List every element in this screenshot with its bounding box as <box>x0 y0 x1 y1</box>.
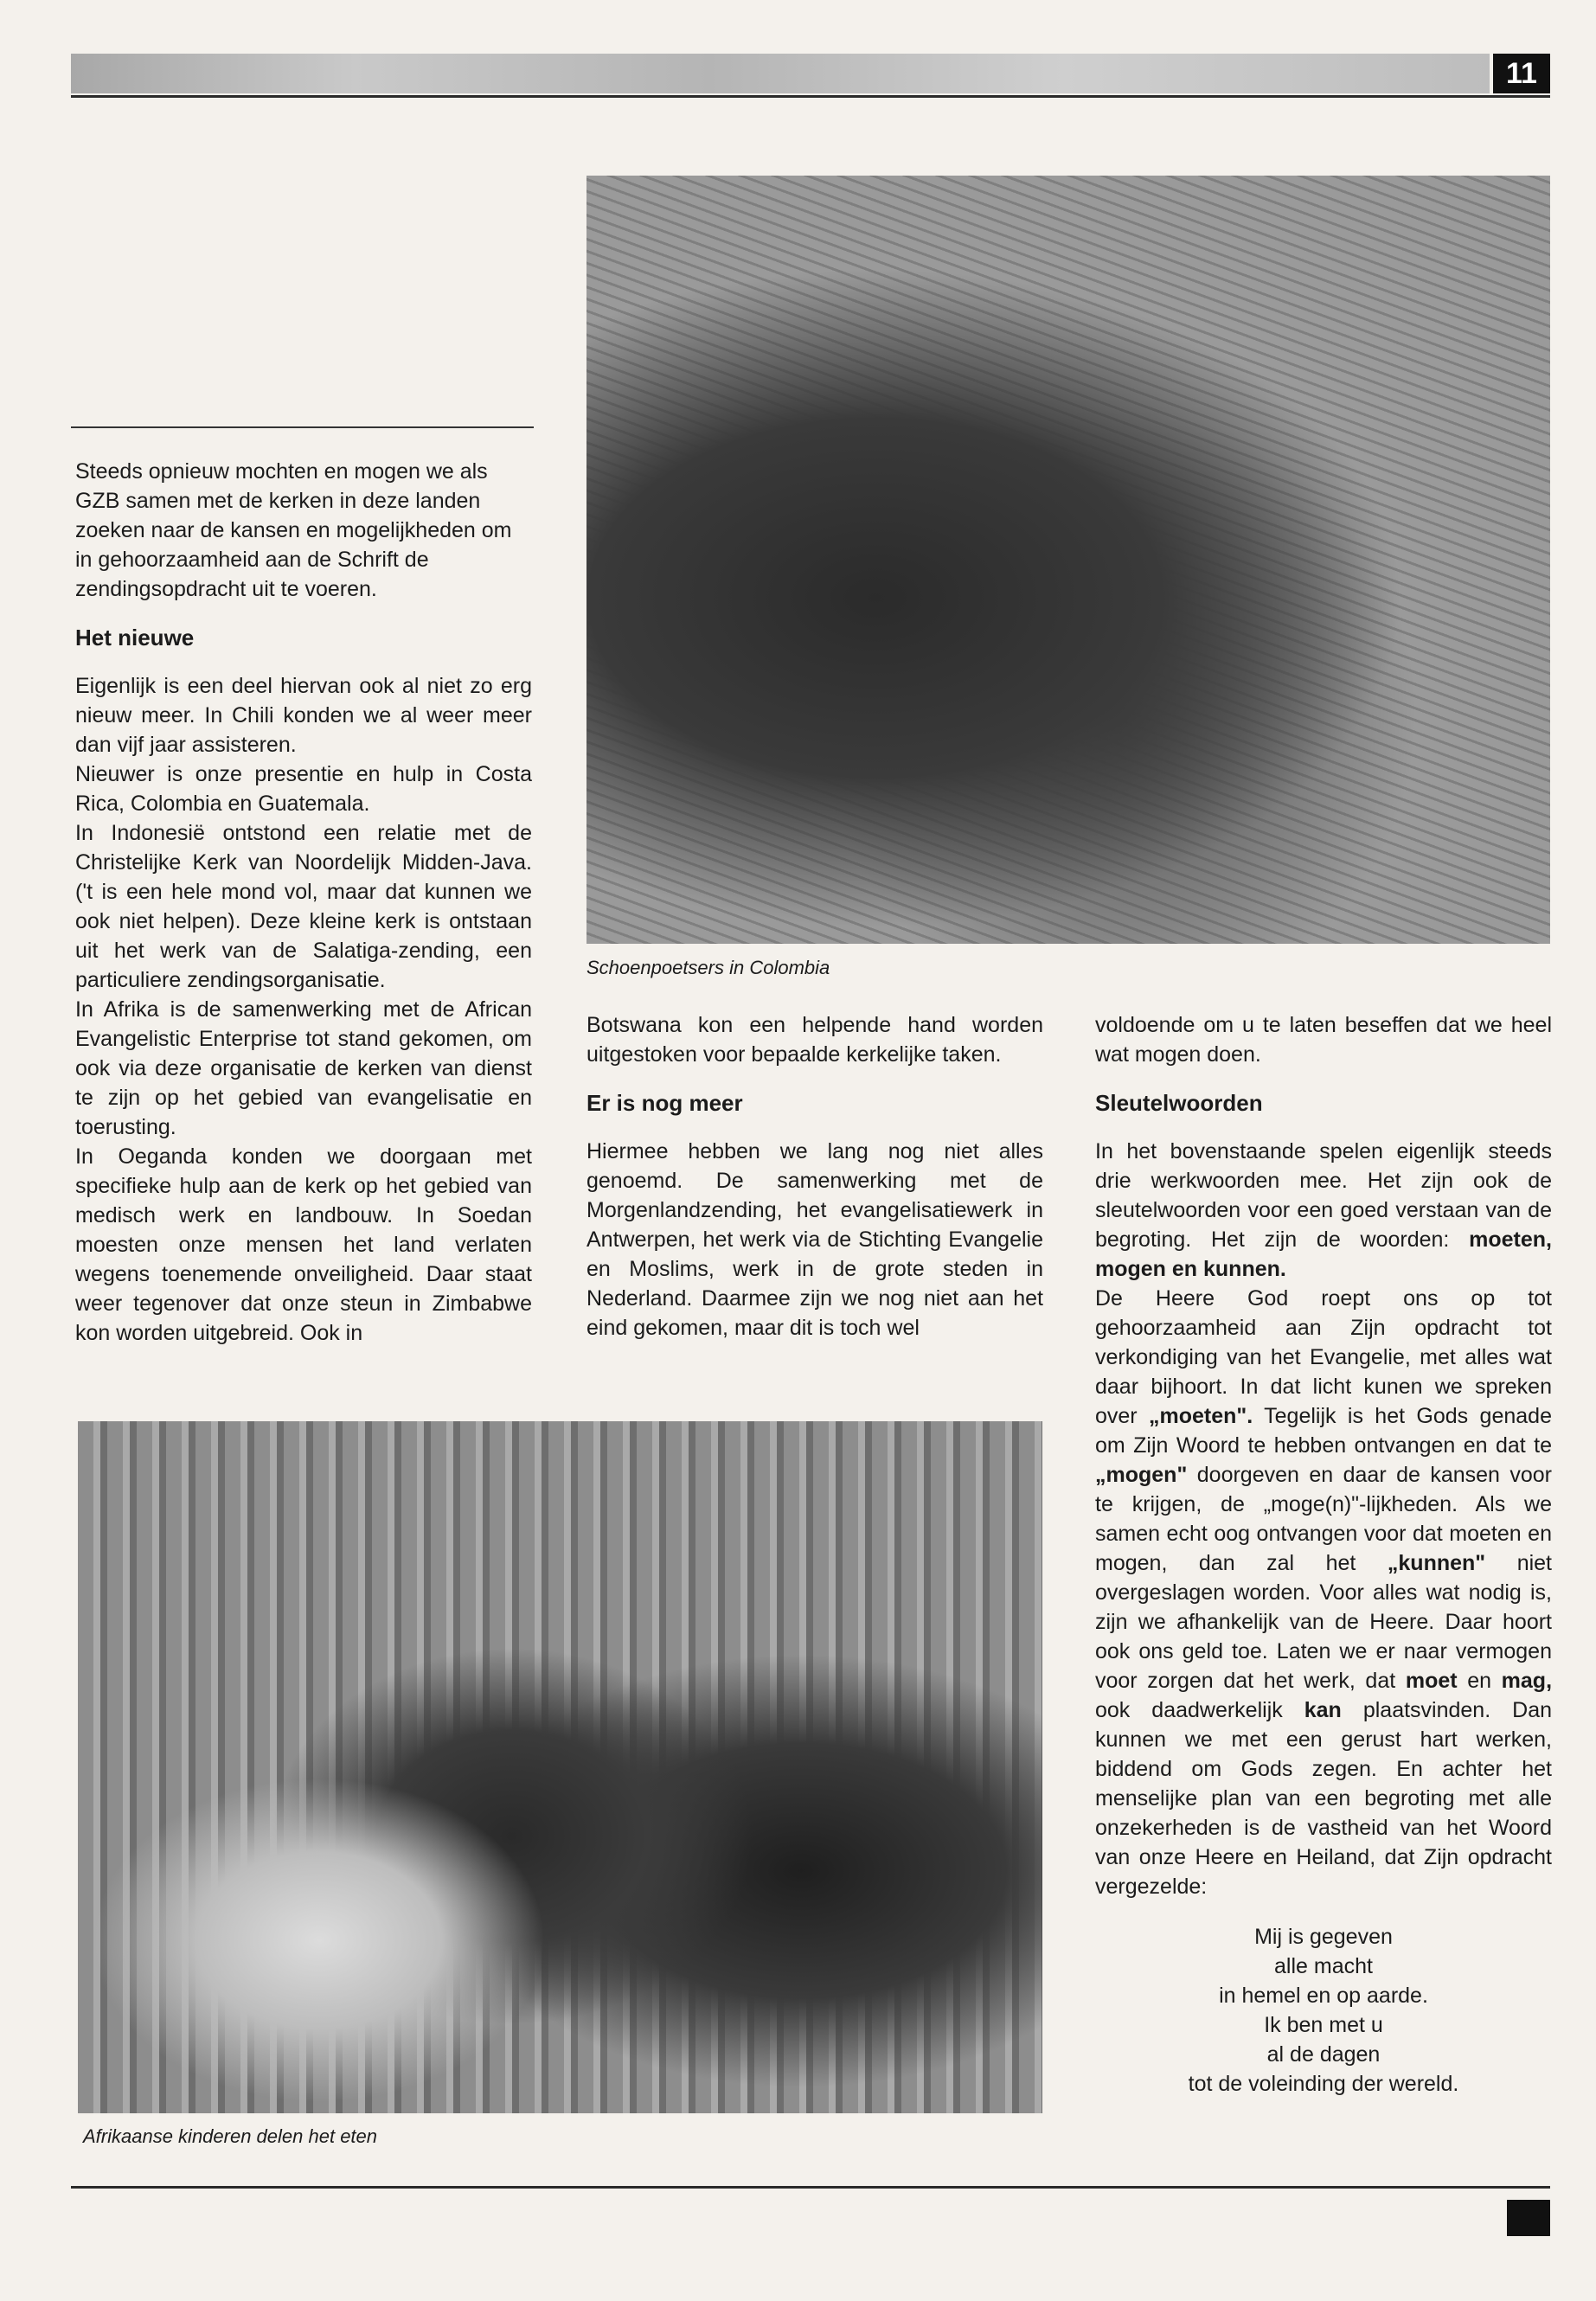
page-number: 11 <box>1493 54 1550 93</box>
col1-paragraph: Eigenlijk is een deel hiervan ook al niet zo erg nieuw meer. In Chili konden we al weer meer dan vijf jaar assisteren. <box>75 674 532 757</box>
footer-block <box>1507 2200 1550 2236</box>
quote-line: al de dagen <box>1266 2042 1381 2067</box>
column-rule <box>71 426 534 428</box>
photo1-caption: Schoenpoetsers in Colombia <box>586 957 830 978</box>
col1-intro: Steeds opnieuw mochten en mogen we als GZB samen met de kerken in deze landen zoeken naar de kansen en mogelijkheden om in gehoorzaamheid aan de Schrift de zendingsopdracht uit te voeren. <box>75 459 512 601</box>
col1-paragraph: In Afrika is de samenwerking met de African Evangelistic Enterprise tot stand gekomen, om ook via deze organisatie de kerken van dienst te zijn op het gebied van evangelisatie en toerusting. <box>75 997 532 1139</box>
col3-intro: voldoende om u te laten beseffen dat we heel wat mogen doen. <box>1095 1013 1552 1067</box>
key-verbs: moeten, mogen en kunnen. <box>1095 1227 1552 1281</box>
col3-paragraph-1 <box>1095 1137 1552 1284</box>
word-moeten: „moeten". <box>1149 1404 1253 1428</box>
word-kunnen: „kunnen" <box>1387 1551 1486 1575</box>
photo2-caption: Afrikaanse kinderen delen het eten <box>83 2125 378 2147</box>
col3-p2-text: De Heere God roept ons op tot gehoorzaamheid aan Zijn opdracht tot verkondiging van het Evangelie, met alles wat daar bijhoort. In dat licht kunen we spreken over <box>1095 1286 1552 1428</box>
bible-quote <box>1095 1922 1552 2099</box>
photo-african-children <box>78 1421 1042 2113</box>
word-kan: kan <box>1304 1698 1342 1722</box>
col3-p2-text: Tegelijk is het Gods genade om Zijn Woord te hebben ontvangen en dat te <box>1095 1404 1552 1458</box>
column-1 <box>75 457 532 1348</box>
header-rule <box>71 95 1550 98</box>
col2-intro: Botswana kon een helpende hand worden uitgestoken voor bepaalde kerkelijke taken. <box>586 1013 1043 1067</box>
col3-paragraph-2 <box>1095 1284 1552 1901</box>
quote-line: Ik ben met u <box>1264 2013 1383 2037</box>
column-2 <box>586 1010 1043 1343</box>
photo-shoeshiners <box>586 176 1550 944</box>
col1-paragraph: In Oeganda konden we doorgaan met specifieke hulp aan de kerk op het gebied van medisch werk en landbouw. In Soedan moesten onze mensen het land verlaten wegens toenemende onveiligheid. Daar staat weer tegenover dat onze steun in Zimbabwe kon worden uitgebreid. Ook in <box>75 1144 532 1345</box>
quote-line: Mij is gegeven <box>1254 1925 1393 1949</box>
col3-p2-text: ook daadwerkelijk <box>1095 1698 1283 1722</box>
col3-p2-text: niet overgeslagen worden. Voor alles wat nodig is, zijn we afhankelijk van de Heere. Daar hoort ook ons geld toe. Laten we er naar vermogen voor zorgen dat het werk, dat <box>1095 1551 1552 1693</box>
quote-line: in hemel en op aarde. <box>1219 1984 1428 2008</box>
column-3 <box>1095 1010 1552 2099</box>
col3-p2-text: doorgeven en daar de kansen voor te krijgen, de „moge(n)"-lijkheden. Als we samen echt oog ontvangen voor dat moeten en mogen, dan zal het <box>1095 1463 1553 1575</box>
col3-p2-text: plaatsvinden. Dan kunnen we met een gerust hart werken, biddend om Gods zegen. En achter het menselijke plan van een begroting met alle onzekerheden is de vastheid van het Woord van onze Heere en Heiland, dat Zijn opdracht vergezelde: <box>1095 1698 1552 1899</box>
word-mag: mag, <box>1501 1669 1553 1693</box>
col3-p2-text: en <box>1467 1669 1492 1693</box>
quote-line: tot de voleinding der wereld. <box>1188 2072 1459 2096</box>
word-moet: moet <box>1405 1669 1458 1693</box>
col2-body: Hiermee hebben we lang nog niet alles genoemd. De samenwerking met de Morgenlandzending, het evangelisatiewerk in Antwerpen, het werk via de Stichting Evangelie en Moslims, werk in de grote steden in Nederland. Daarmee zijn we nog niet aan het eind gekomen, maar dit is toch wel <box>586 1139 1043 1340</box>
quote-line: alle macht <box>1274 1954 1373 1978</box>
col1-paragraph: Nieuwer is onze presentie en hulp in Costa Rica, Colombia en Guatemala. <box>75 762 532 816</box>
header-bar <box>71 54 1490 93</box>
word-mogen: „mogen" <box>1095 1463 1188 1487</box>
heading-sleutelwoorden: Sleutelwoorden <box>1095 1090 1263 1116</box>
col3-p1-text: In het bovenstaande spelen eigenlijk steeds drie werkwoorden mee. Het zijn ook de sleutelwoorden voor een goed verstaan van de begroting. Het zijn de woorden: <box>1095 1139 1552 1252</box>
heading-het-nieuwe: Het nieuwe <box>75 625 195 651</box>
footer-rule <box>71 2186 1550 2189</box>
col1-paragraph: In Indonesië ontstond een relatie met de Christelijke Kerk van Noordelijk Midden-Java. ('t is een hele mond vol, maar dat kunnen we ook niet helpen). Deze kleine kerk is ontstaan uit het werk van de Salatiga-zending, een particuliere zendingsorganisatie. <box>75 821 532 992</box>
heading-er-is-nog-meer: Er is nog meer <box>586 1090 743 1116</box>
